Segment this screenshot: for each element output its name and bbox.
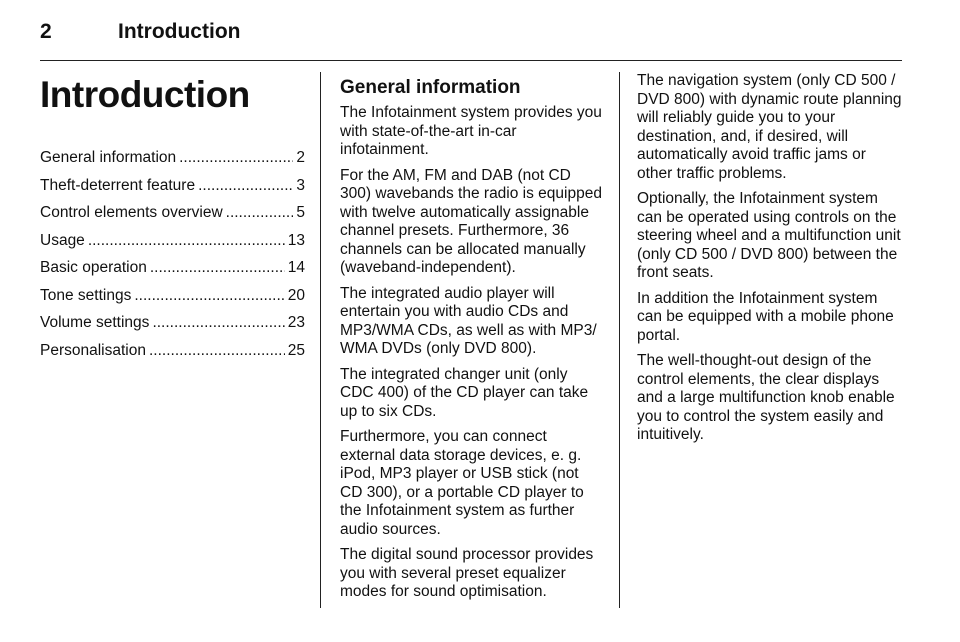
toc-leader [88, 231, 285, 250]
section-heading: General information [340, 77, 521, 98]
toc-page: 5 [296, 204, 305, 221]
toc-item-volume-settings[interactable] [40, 313, 305, 332]
toc-page: 3 [296, 176, 305, 194]
page-number: 2 [40, 20, 52, 43]
toc-label: Theft-deterrent feature [40, 176, 196, 194]
toc-label: Control elements overview [40, 204, 223, 221]
toc-leader [152, 313, 284, 332]
column-divider [320, 72, 321, 608]
toc-item-theft-deterrent-feature[interactable] [40, 176, 305, 195]
toc-page: 2 [296, 149, 305, 166]
column-divider [619, 72, 620, 608]
paragraph: For the AM, FM and DAB (not CD 300) wavebands the radio is equipped with twelve automatically assignable channel presets. Furthermore, 36 channels can be allocated manually (waveband-independent). [340, 166, 602, 276]
running-title: Introduction [118, 20, 241, 43]
table-of-contents [40, 148, 305, 360]
toc-label: Tone settings [40, 286, 132, 304]
toc-label: Basic operation [40, 259, 147, 276]
toc-label: Volume settings [40, 314, 150, 331]
toc-label: General information [40, 149, 177, 166]
toc-item-general-information[interactable] [40, 148, 305, 167]
page-header [40, 18, 902, 61]
paragraph: The Infotainment system provides you with state-of-the-art in-car infotainment. [340, 104, 602, 158]
toc-label: Personalisation [40, 341, 146, 359]
paragraph: In addition the Infotainment system can be equipped with a mobile phone portal. [637, 289, 894, 344]
toc-leader [149, 341, 285, 360]
toc-item-personalisation[interactable] [40, 341, 305, 360]
paragraph: The well-thought-out design of the control elements, the clear displays and a large multifunction knob enable you to control the system easily and intuitively. [637, 352, 895, 443]
toc-leader [198, 176, 293, 195]
chapter-title: Introduction [40, 74, 250, 115]
column-3 [637, 72, 905, 452]
toc-label: Usage [40, 231, 85, 249]
toc-leader [179, 148, 293, 167]
paragraph: Optionally, the Infotainment system can be operated using controls on the steering wheel and a multifunction unit (only CD 500 / DVD 800) between the front seats. [637, 190, 901, 281]
paragraph: The digital sound processor provides you with several preset equalizer modes for sound optimisation. [340, 546, 594, 600]
toc-leader [150, 258, 285, 277]
toc-page: 25 [287, 341, 305, 359]
column-1 [40, 72, 305, 368]
toc-page: 20 [287, 286, 305, 304]
paragraph: The integrated changer unit (only CDC 400) of the CD player can take up to six CDs. [340, 365, 589, 420]
toc-leader [226, 203, 294, 222]
column-2 [340, 72, 605, 609]
paragraph: The navigation system (only CD 500 / DVD 800) with dynamic route planning will reliably guide you to your destination, and, if desired, will automatically avoid traffic jams or other traffic problems. [637, 72, 902, 182]
toc-leader [134, 286, 284, 305]
toc-item-basic-operation[interactable] [40, 258, 305, 277]
paragraph: Furthermore, you can connect external data storage devices, e. g. iPod, MP3 player or USB stick (not CD 300), or a portable CD player to the Infotainment system as further audio sources. [340, 428, 584, 538]
toc-item-control-elements-overview[interactable] [40, 203, 305, 222]
toc-page: 23 [287, 314, 305, 331]
paragraph: The integrated audio player will entertain you with audio CDs and MP3/WMA CDs, as well as with MP3/ WMA DVDs (only DVD 800). [340, 284, 597, 357]
toc-page: 13 [287, 231, 305, 249]
toc-page: 14 [287, 259, 305, 276]
toc-item-usage[interactable] [40, 231, 305, 250]
toc-item-tone-settings[interactable] [40, 286, 305, 305]
